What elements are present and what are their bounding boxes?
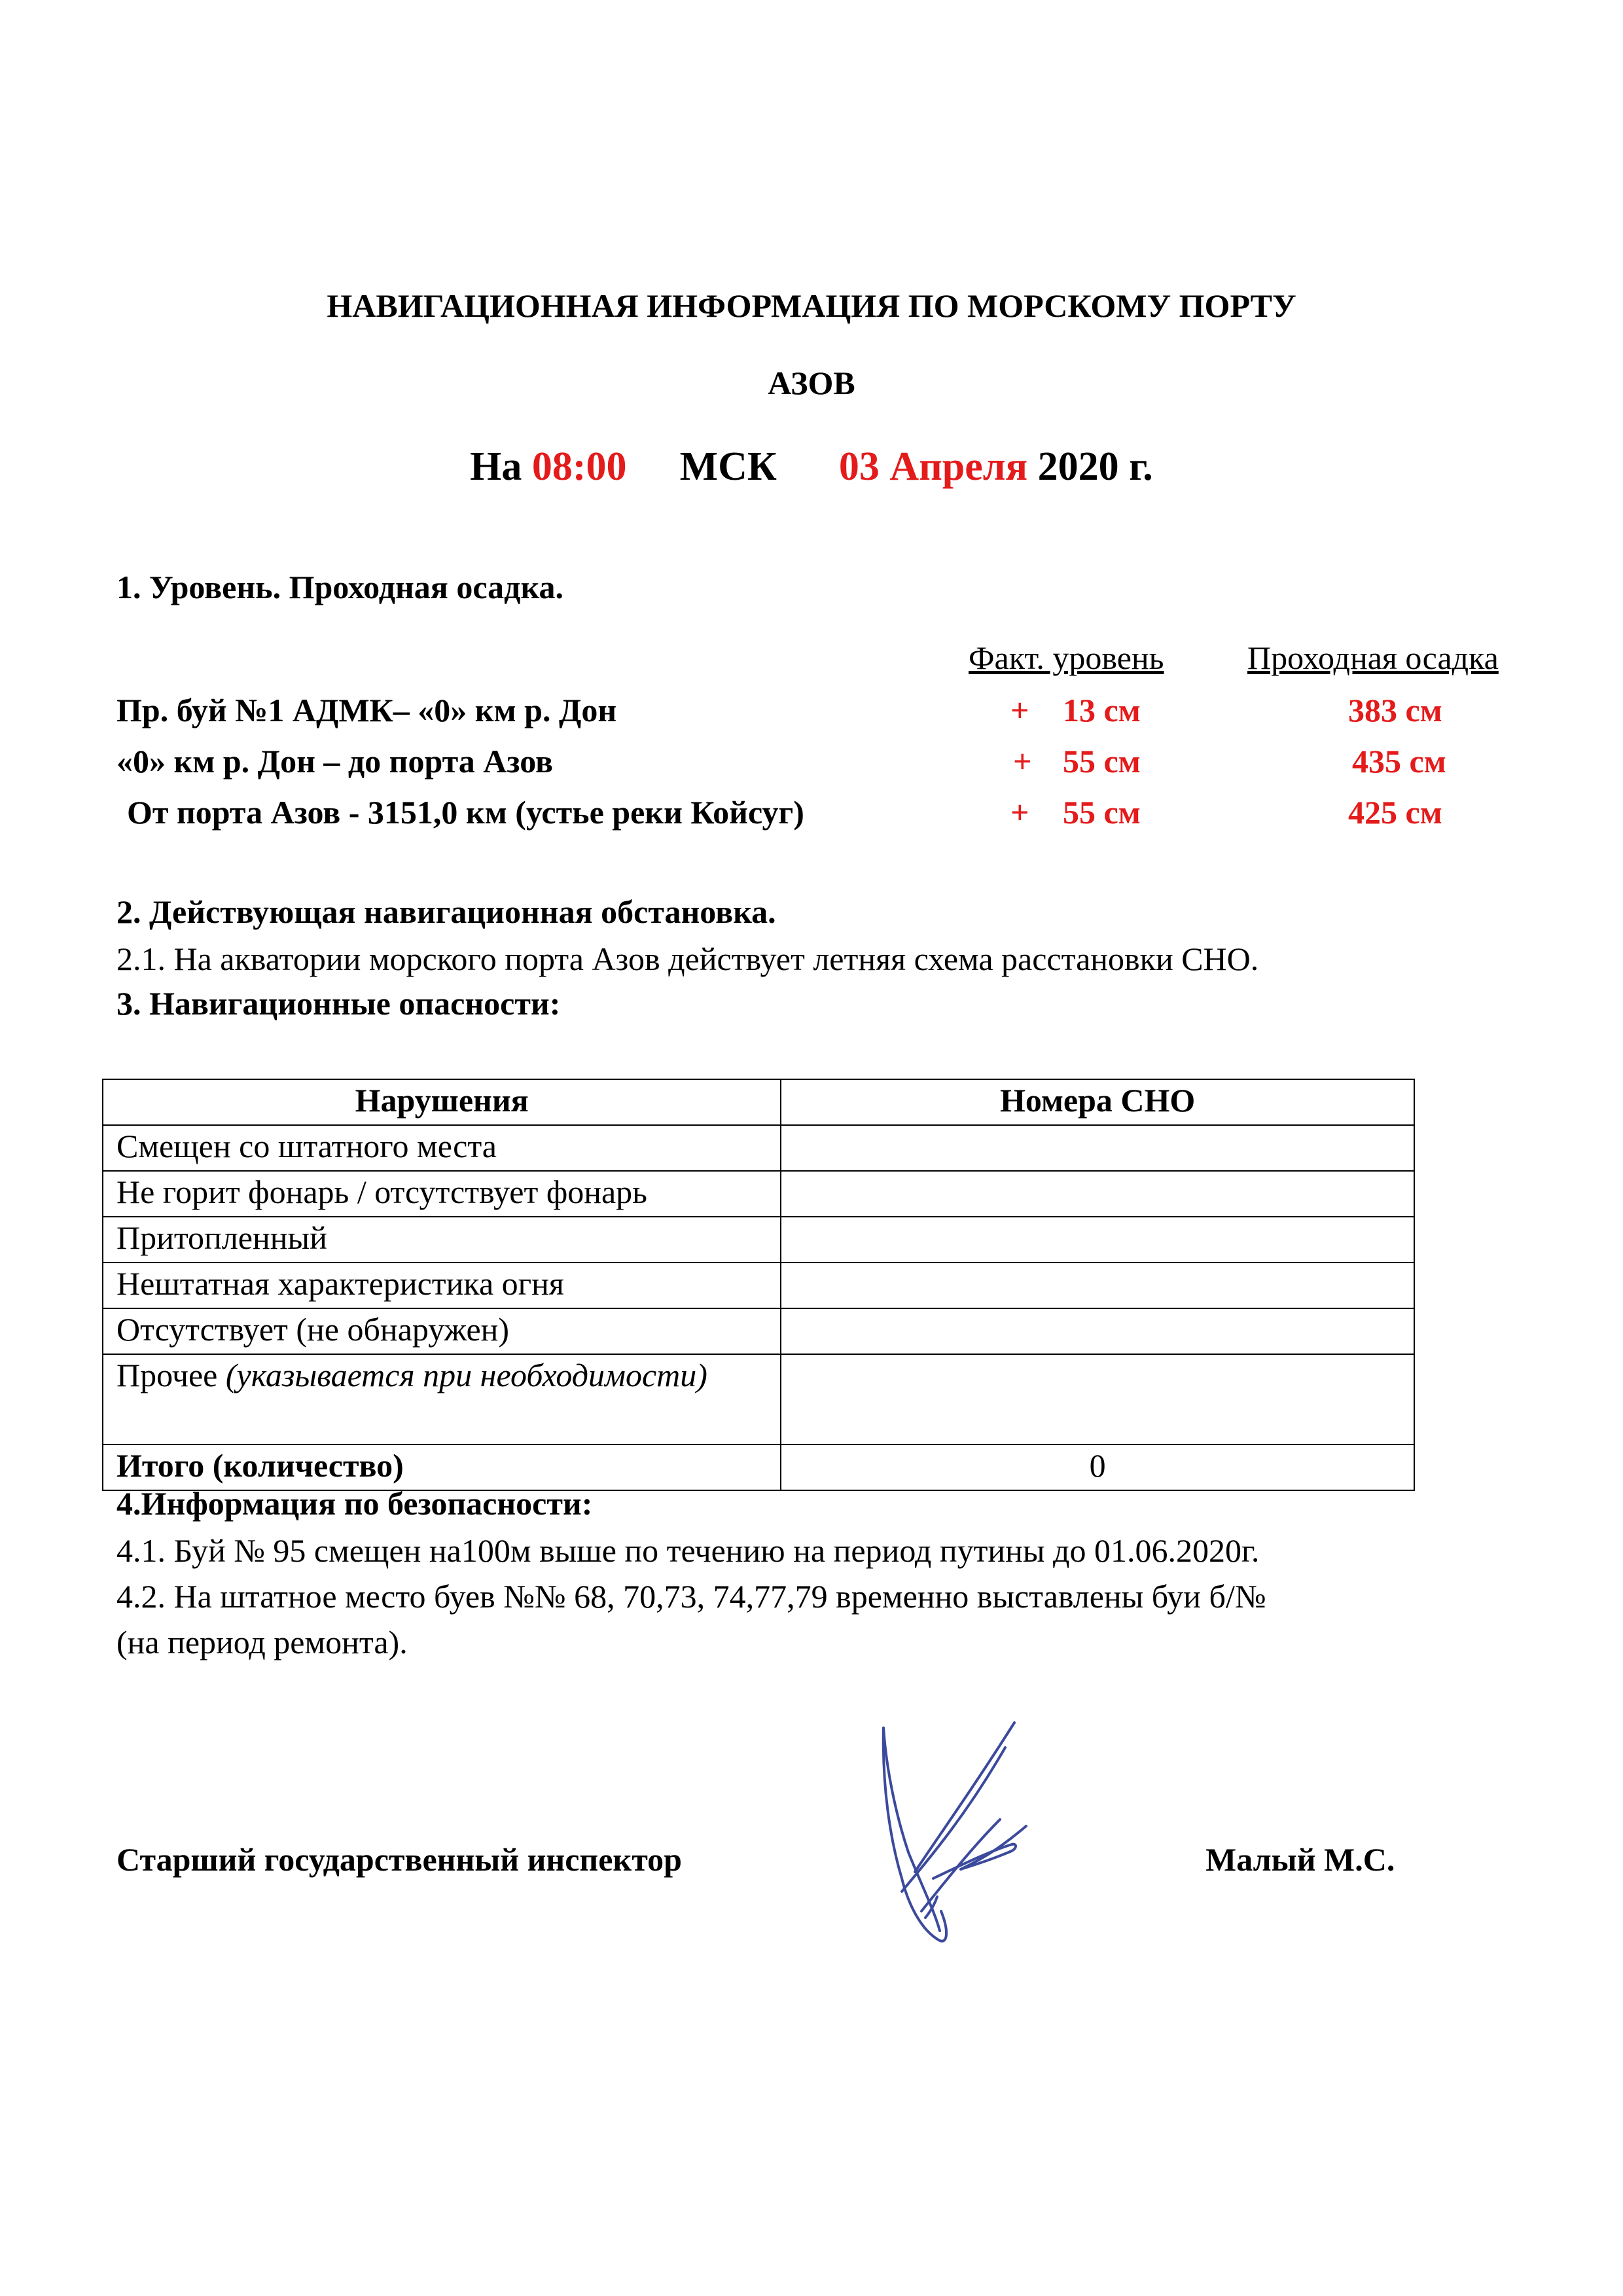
table-row <box>103 1217 1414 1263</box>
section4-heading: 4.Информация по безопасности: <box>116 1485 593 1522</box>
total-label: Итого (количество) <box>103 1444 781 1490</box>
section2-text: 2.1. На акватории морского порта Азов действует летняя схема расстановки СНО. <box>116 941 1259 977</box>
table-row-other <box>103 1354 1414 1444</box>
violation-value <box>781 1263 1414 1308</box>
violation-value <box>781 1125 1414 1171</box>
safety-item-2-line-2: (на период ремонта). <box>116 1624 408 1660</box>
level-row-2-draft: 435 см <box>1352 743 1446 780</box>
section2-heading: 2. Действующая навигационная обстановка. <box>116 893 776 930</box>
violation-value <box>781 1171 1414 1217</box>
violation-label: Отсутствует (не обнаружен) <box>103 1308 781 1354</box>
level-row-1-sign: + <box>1010 692 1029 728</box>
level-row-2-segment: «0» км р. Дон – до порта Азов <box>116 743 553 780</box>
level-row-1-draft: 383 см <box>1348 692 1442 728</box>
violation-label: Не горит фонарь / отсутствует фонарь <box>103 1171 781 1217</box>
level-row-3-sign: + <box>1010 794 1029 831</box>
col-level-header: Факт. уровень <box>969 639 1164 676</box>
violation-value <box>781 1308 1414 1354</box>
other-cell <box>103 1354 781 1444</box>
level-row-3-draft: 425 см <box>1348 794 1442 831</box>
table-row-total <box>103 1444 1414 1490</box>
report-time: 08:00 <box>531 444 627 489</box>
col-draft-header: Проходная осадка <box>1247 639 1499 676</box>
signer-name: Малый М.С. <box>1205 1841 1395 1878</box>
safety-item-1: 4.1. Буй № 95 смещен на100м выше по течению на период путины до 01.06.2020г. <box>116 1532 1260 1569</box>
violation-label: Смещен со штатного места <box>103 1125 781 1171</box>
section1-heading: 1. Уровень. Проходная осадка. <box>116 569 564 605</box>
violation-label: Нештатная характеристика огня <box>103 1263 781 1308</box>
report-year: 2020 г. <box>1037 444 1153 489</box>
table-row <box>103 1171 1414 1217</box>
violation-value <box>781 1217 1414 1263</box>
col-numbers-header: Номера СНО <box>781 1079 1414 1125</box>
violations-table <box>102 1079 1415 1491</box>
level-row-1-segment: Пр. буй №1 АДМК– «0» км р. Дон <box>116 692 617 728</box>
report-date: 03 Апреля <box>838 444 1028 489</box>
table-row <box>103 1125 1414 1171</box>
violation-label: Притопленный <box>103 1217 781 1263</box>
date-prefix: На <box>470 444 522 489</box>
other-value <box>781 1354 1414 1444</box>
safety-item-2-line-1: 4.2. На штатное место буев №№ 68, 70,73, 74,77,79 временно выставлены буи б/№ <box>116 1578 1266 1615</box>
timezone: МСК <box>679 444 777 489</box>
other-label: Прочее <box>116 1357 218 1393</box>
other-note: (указывается при необходимости) <box>225 1357 707 1393</box>
level-row-1-level: 13 см <box>1063 692 1141 728</box>
table-row <box>103 1263 1414 1308</box>
table-row <box>103 1308 1414 1354</box>
col-violation-header: Нарушения <box>103 1079 781 1125</box>
level-row-2-level: 55 см <box>1063 743 1141 780</box>
table-header-row <box>103 1079 1414 1125</box>
level-row-2-sign: + <box>1013 743 1032 780</box>
signer-position: Старший государственный инспектор <box>116 1841 682 1878</box>
section3-heading: 3. Навигационные опасности: <box>116 985 561 1022</box>
total-value: 0 <box>781 1444 1414 1490</box>
date-line <box>0 444 1623 490</box>
level-row-3-segment: От порта Азов - 3151,0 км (устье реки Койсуг) <box>127 794 804 831</box>
document-title: НАВИГАЦИОННАЯ ИНФОРМАЦИЯ ПО МОРСКОМУ ПОРТУ <box>327 287 1296 324</box>
port-name: АЗОВ <box>768 365 855 401</box>
level-row-3-level: 55 см <box>1063 794 1141 831</box>
signature-image <box>863 1715 1059 1950</box>
